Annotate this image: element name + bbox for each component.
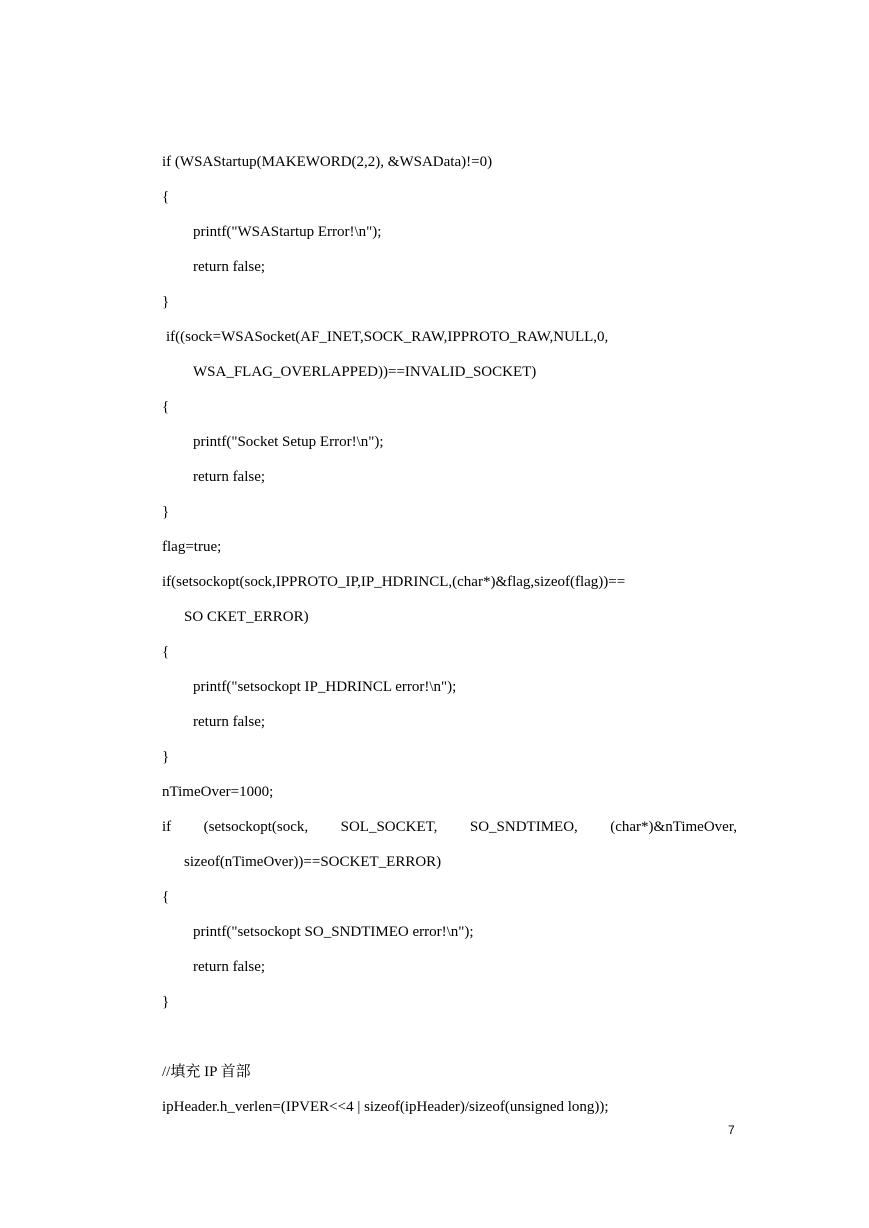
code-line-open-brace: { [162, 889, 170, 905]
code-line-wsastartup-if: if (WSAStartup(MAKEWORD(2,2), &WSAData)!=0) [162, 154, 493, 170]
code-line-printf-hdrincl: printf("setsockopt IP_HDRINCL error!\n"); [193, 679, 457, 695]
code-line-wsasocket-continuation: WSA_FLAG_OVERLAPPED))==INVALID_SOCKET) [193, 364, 537, 380]
code-line-return-false: return false; [193, 469, 266, 485]
code-token: if [162, 819, 172, 835]
code-line-comment-fill-ip-header: //填充 IP 首部 [162, 1064, 251, 1080]
code-line-wsasocket-if: if((sock=WSASocket(AF_INET,SOCK_RAW,IPPROTO_RAW,NULL,0, [166, 329, 609, 345]
code-line-ipheader-verlen: ipHeader.h_verlen=(IPVER<<4 | sizeof(ipHeader)/sizeof(unsigned long)); [162, 1099, 609, 1115]
code-line-setsockopt-hdrincl-if: if(setsockopt(sock,IPPROTO_IP,IP_HDRINCL,(char*)&flag,sizeof(flag))== [162, 574, 626, 590]
code-line-open-brace: { [162, 189, 170, 205]
code-line-setsockopt-sndtimeo-if [162, 817, 737, 837]
code-line-setsockopt-sndtimeo-continuation: sizeof(nTimeOver))==SOCKET_ERROR) [184, 854, 442, 870]
code-line-close-brace: } [162, 749, 170, 765]
code-token: (char*)&nTimeOver, [610, 819, 737, 835]
code-line-close-brace: } [162, 504, 170, 520]
code-line-open-brace: { [162, 399, 170, 415]
code-line-return-false: return false; [193, 259, 266, 275]
code-line-printf-wsastartup: printf("WSAStartup Error!\n"); [193, 224, 382, 240]
code-line-return-false: return false; [193, 959, 266, 975]
code-token: SOL_SOCKET, [340, 819, 438, 835]
code-line-ntimeover-assign: nTimeOver=1000; [162, 784, 274, 800]
code-line-printf-sndtimeo: printf("setsockopt SO_SNDTIMEO error!\n"); [193, 924, 474, 940]
code-line-printf-socket-setup: printf("Socket Setup Error!\n"); [193, 434, 384, 450]
code-line-close-brace: } [162, 994, 170, 1010]
code-line-flag-assign: flag=true; [162, 539, 222, 555]
code-line-open-brace: { [162, 644, 170, 660]
code-token: SO_SNDTIMEO, [469, 819, 578, 835]
page-number: 7 [728, 1123, 735, 1137]
code-line-return-false: return false; [193, 714, 266, 730]
code-token: (setsockopt(sock, [203, 819, 309, 835]
code-line-setsockopt-hdrincl-continuation: SO CKET_ERROR) [184, 609, 309, 625]
code-line-close-brace: } [162, 294, 170, 310]
